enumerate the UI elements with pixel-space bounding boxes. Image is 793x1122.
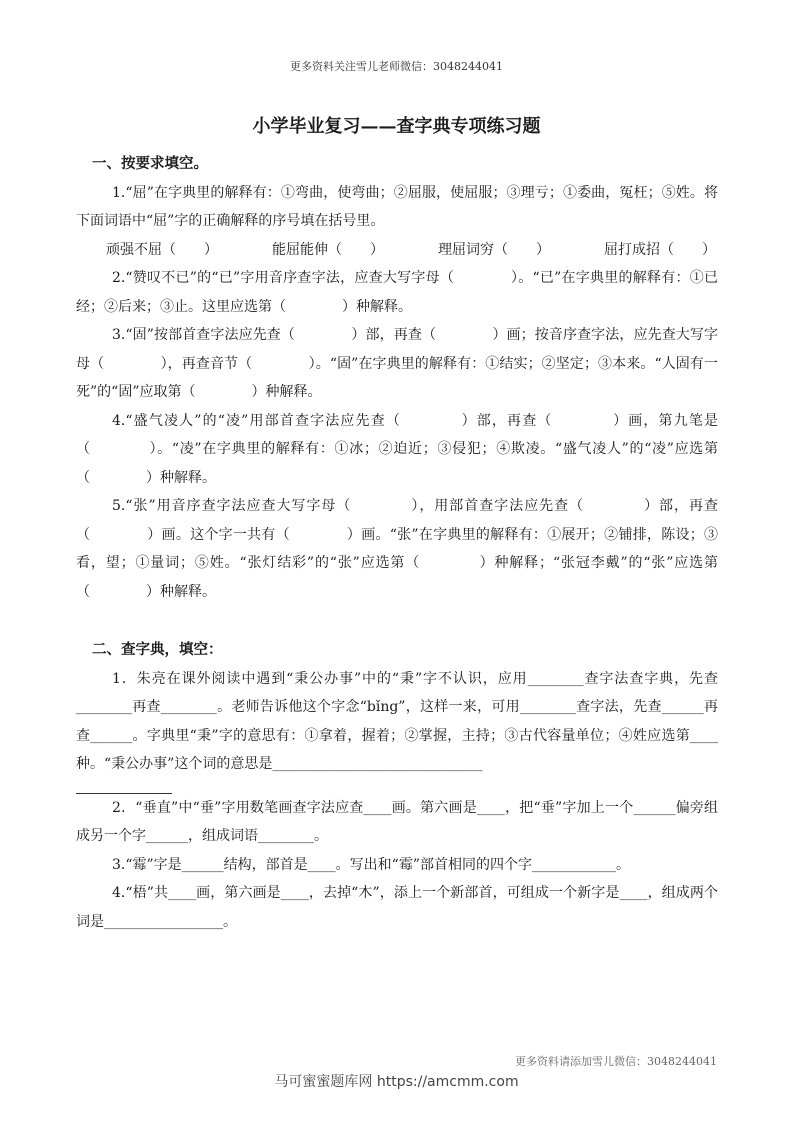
q1-option-4: 屈打成招（ ）: [604, 241, 716, 258]
section1-heading: 一、按要求填空。: [92, 155, 208, 172]
section1-question-2: 2.“赞叹不已”的“已”字用音序查字法，应查大写字母（ ）。“已”在字典里的解释有：①已经；②后来；③止。这里应选第（ ）种解释。: [76, 270, 718, 315]
section2-question-1: 1．朱亮在课外阅读中遇到“秉公办事”中的“秉”字不认识，应用________查字法查字典，先查________再查________。老师告诉他这个字念“bǐng”，这样一来，可用________查字法，先查______再查______。字典里“秉”字的意思有：①拿着，握着；②掌握，主持；③古代容量单位；④姓应选第____种。“秉公办事”这个词的意思是______________________________: [76, 670, 718, 772]
section1-question-5: 5.“张”用音序查字法应查大写字母（ ），用部首查字法应先查（ ）部，再查（ ）画。这个字一共有（ ）画。“张”在字典里的解释有：①展开；②铺排，陈设；③看，望；①量词；⑤姓。“张灯结彩”的“张”应选第（ ）种解释；“张冠李戴”的“张”应选第（ ）种解释。: [76, 498, 718, 600]
section1-question-3: 3.“固”按部首查字法应先查（ ）部，再查（ ）画；按音序查字法，应先查大写字母（ ），再查音节（ ）。“固”在字典里的解释有：①结实；②坚定；③本来。“人固有一死”的“固”应取第（ ）种解释。: [76, 327, 718, 400]
header-note: 更多资料关注雪儿老师微信：3048244041: [290, 60, 503, 73]
section2-question-4: 4.“梧”共____画，第六画是____，去掉“木”，添上一个新部首，可组成一个新字是____，组成两个词是_________________。: [76, 885, 718, 930]
site-watermark: 马可蜜蜜题库网 https://amcmm.com: [274, 1074, 519, 1090]
section1-question-4: 4.“盛气凌人”的“凌”用部首查字法应先查（ ）部，再查（ ）画，第九笔是（ ）。“凌”在字典里的解释有：①冰；②迫近；③侵犯；④欺凌。“盛气凌人”的“凌”应选第（ ）种解释。: [76, 412, 718, 486]
q1-option-1: 顽强不屈（ ）: [106, 241, 218, 258]
section2-heading: 二、查字典，填空：: [92, 641, 223, 658]
section1-question-1: 1.“屈”在字典里的解释有：①弯曲，使弯曲；②屈服，使屈服；③理亏；①委曲，冤枉；⑤姓。将下面词语中“屈”字的正确解释的序号填在括号里。: [76, 184, 718, 229]
section-gap: [76, 606, 718, 636]
q1-option-3: 理屈词穷（ ）: [438, 241, 550, 258]
footer-note: 更多资料请添加雪儿微信：3048244041: [515, 1055, 717, 1068]
section2-question-2: 2．“垂直”中“垂”字用数笔画查字法应查____画。第六画是____，把“垂”字加上一个______偏旁组成另一个字______，组成词语________。: [76, 799, 718, 844]
worksheet-body: [76, 150, 718, 936]
page-title: 小学毕业复习——查字典专项练习题: [252, 116, 541, 137]
q1-option-2: 能屈能伸（ ）: [272, 241, 384, 258]
section1-q1-options: [106, 236, 716, 265]
section2-question-3: 3.“霉”字是______结构，部首是____。写出和“霉”部首相同的四个字____________。: [112, 856, 630, 873]
